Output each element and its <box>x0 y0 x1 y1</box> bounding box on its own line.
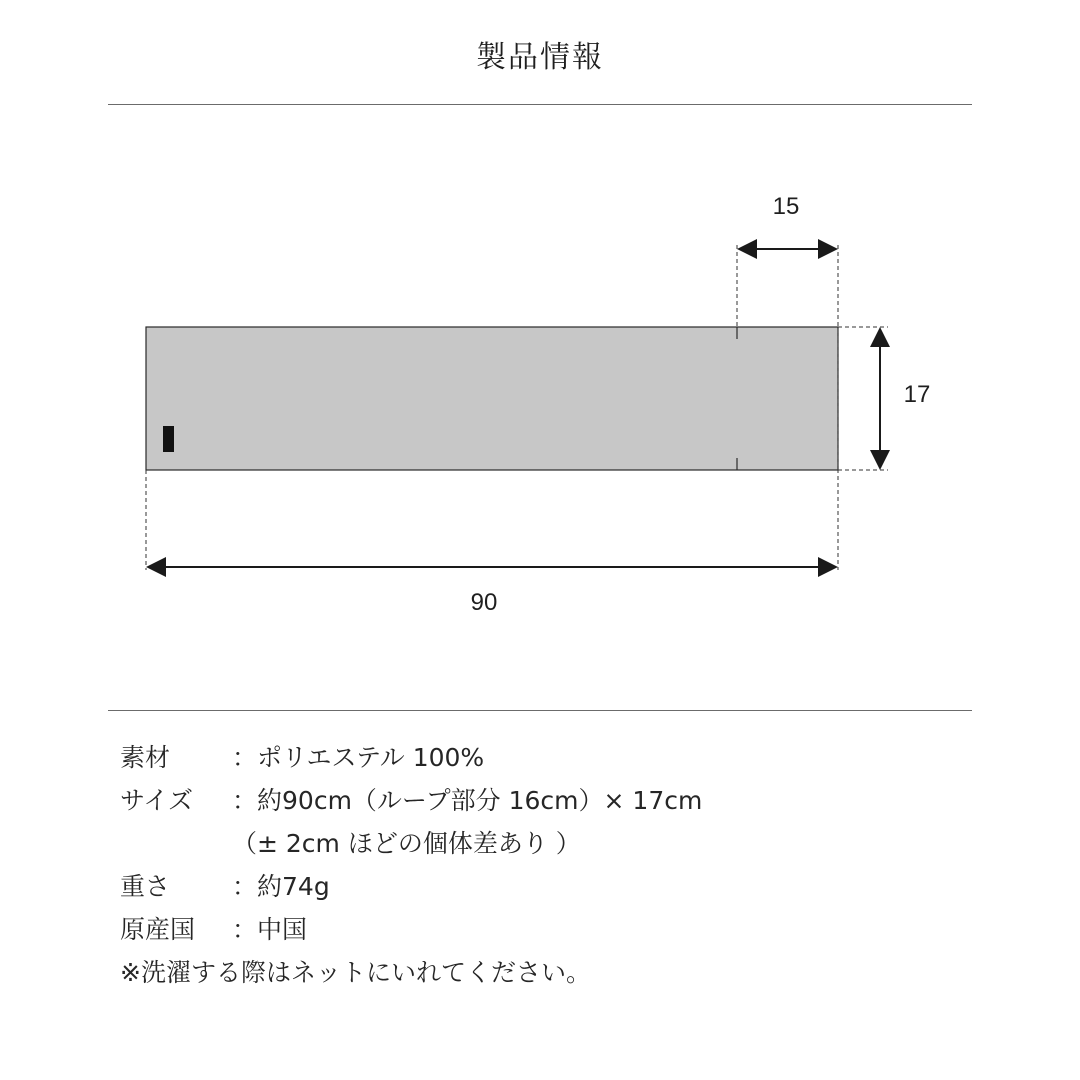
spec-value: 約74g <box>257 872 330 901</box>
spec-value: 約90cm（ループ部分 16cm）× 17cm <box>257 786 703 815</box>
spec-label: 原産国 <box>120 915 196 944</box>
length-label: 90 <box>470 589 498 616</box>
spec-row-weight <box>120 865 702 908</box>
wash-note: ※洗濯する際はネットにいれてください。 <box>120 958 591 987</box>
page-title: 製品情報 <box>476 40 604 75</box>
spec-row-size <box>120 779 702 822</box>
spec-colon: ： <box>232 743 258 772</box>
spec-label: 重さ <box>120 872 171 901</box>
label-tag <box>163 426 174 452</box>
spec-row-size-note <box>120 822 702 865</box>
spec-note: （± 2cm ほどの個体差あり ） <box>232 829 581 858</box>
spec-label: 素材 <box>120 743 171 772</box>
spec-value: ポリエステル 100% <box>257 743 485 772</box>
spec-list <box>120 736 702 994</box>
loop-width-label: 15 <box>772 193 800 220</box>
height-label: 17 <box>903 381 931 408</box>
scarf-body <box>146 327 838 470</box>
spec-row-material <box>120 736 702 779</box>
spec-colon: ： <box>232 915 258 944</box>
spec-row-origin <box>120 908 702 951</box>
bottom-divider <box>108 710 972 711</box>
spec-value: 中国 <box>257 915 308 944</box>
spec-colon: ： <box>232 786 258 815</box>
spec-label: サイズ <box>120 786 194 815</box>
spec-colon: ： <box>232 872 258 901</box>
